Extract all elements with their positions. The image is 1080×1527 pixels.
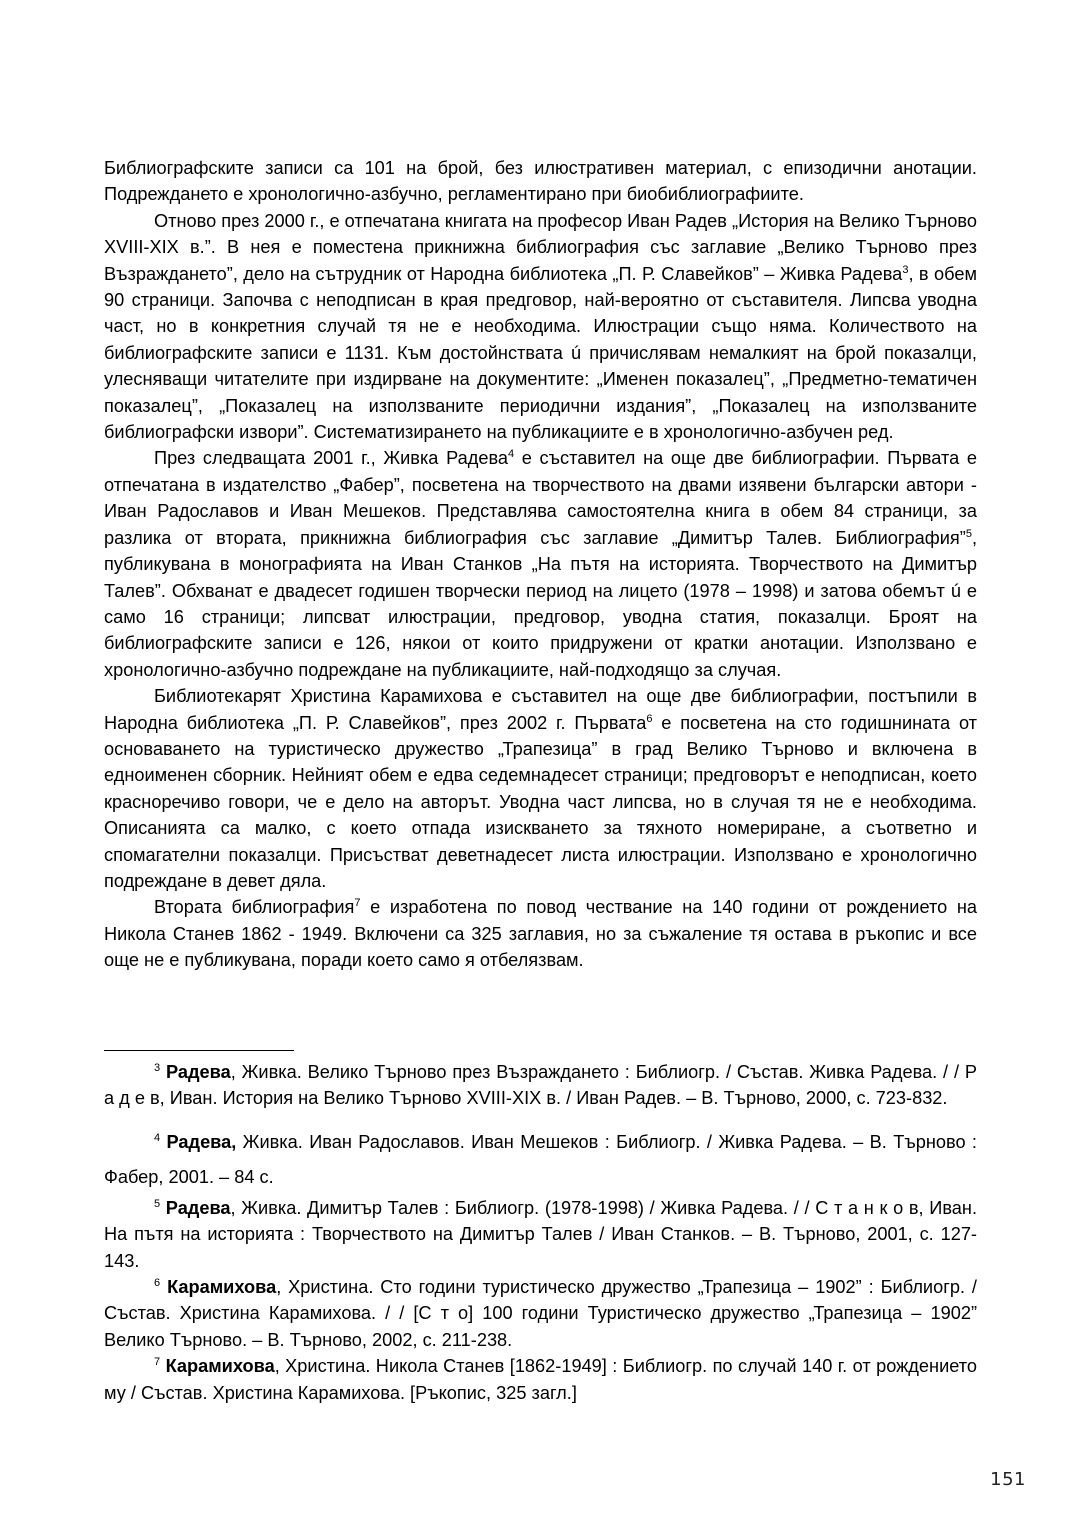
footnote-number: 6 [154, 1277, 161, 1290]
footnote-number: 5 [154, 1197, 161, 1210]
paragraph-2-text-b: , в обем 90 страници. Започва с неподписан в края предговор, най-вероятно от съставителя. Липсва уводна част, но в конкретния случай тя не е необходима. Илюстрации също няма. Количеството на библиографските записи е 1131. Към достойнствата ú причислявам немалкият на брой показалци, улесняващи читателите при издирване на документите: „Именен показалец”, „Предметно-тематичен показалец”, „Показалец на използваните периодични издания”, „Показалец на използваните библиографски извори”. Систематизирането на публикациите е в хронологично-азбучен ред. [104, 263, 977, 443]
footnote-number: 3 [154, 1062, 161, 1074]
footnote-text: , Живка. Велико Търново през Възраждането : Библиогр. / Състав. Живка Радева. / / Р а д е в, Иван. История на Велико Търново XVIII-XIX в. / Иван Радев. – В. Търново, 2000, с. 723-832. [104, 1062, 977, 1109]
footnote-number: 4 [154, 1131, 161, 1144]
footnote-number: 7 [154, 1356, 161, 1369]
footnote-ref-7[interactable]: 7 [354, 897, 361, 910]
footnote-ref-3[interactable]: 3 [902, 263, 909, 276]
footnote-author: Карамихова [167, 1277, 277, 1298]
paragraph-1: Библиографските записи са 101 на брой, без илюстративен материал, с епизодични анотации. Подреждането е хронологично-азбучно, регламентирано при биобиблиографиите. [104, 158, 977, 205]
footnote-ref-5[interactable]: 5 [965, 527, 972, 540]
paragraph-4-text-b: е посветена на сто годишнината от основаването на туристическо дружество „Трапезица” в град Велико Търново и включена в едноименен сборник. Нейният обем е едва седемнадесет страници; предговорът е неподписан, което красноречиво говори, че е дело на авторът. Уводна част липсва, но в случая тя не е необходима. Описанията са малко, с което отпада изискването за тяхното номериране, а съответно и спомагателни показалци. Присъстват деветнадесет листа илюстрации. Използвано е хронологично подреждане в девет дяла. [104, 712, 977, 891]
footnote-4 [104, 1125, 977, 1195]
paragraph-2 [104, 208, 977, 446]
footnote-author: Карамихова [165, 1356, 275, 1377]
paragraph-3-text-b: е съставител на още две библиографии. Първата е отпечатана в издателство „Фабер”, посветена на творчеството на двами изявени български автори - Иван Радославов и Иван Мешеков. Представлява самостоятелна книга в обем 84 страници, за разлика от втората, прикнижна библиография със заглавие „Димитър Талев. Библиография” [104, 448, 977, 548]
footnote-author: Радева [165, 1062, 231, 1082]
paragraph-4 [104, 683, 977, 894]
footnote-separator [104, 1050, 294, 1051]
paragraph-5-text-b: е изработена по повод чествание на 140 години от рождението на Никола Станев 1862 - 1949. Включени са 325 заглавия, но за съжаление тя остава в ръкопис и все още не е публикувана, поради което само я отбелязвам. [104, 897, 977, 971]
footnote-6 [104, 1274, 977, 1353]
footnote-text: , Живка. Димитър Талев : Библиогр. (1978-1998) / Живка Радева. / / С т а н к о в, Иван. На пътя на историята : Творчеството на Димитър Талев / Иван Станков. – В. Търново, 2001, с. 127-143. [104, 1197, 977, 1271]
footnote-ref-4[interactable]: 4 [508, 448, 515, 461]
page-number: 151 [990, 1469, 1026, 1490]
footnote-3 [104, 1059, 977, 1112]
footnote-text: , Христина. Никола Станев [1862-1949] : Библиогр. по случай 140 г. от рождението му / Състав. Христина Карамихова. [Ръкопис, 325 загл.] [104, 1356, 977, 1403]
footnote-text: Живка. Иван Радославов. Иван Мешеков : Библиогр. / Живка Радева. – В. Търново : Фабер, 2001. – 84 с. [104, 1131, 977, 1187]
paragraph-3 [104, 445, 977, 683]
footnotes [104, 1059, 977, 1406]
paragraph-2-text-a: Отново през 2000 г., е отпечатана книгата на професор Иван Радев „История на Велико Търново XVIII-XIX в.”. В нея е поместена прикнижна библиография със заглавие „Велико Търново през Възраждането”, дело на сътрудник от Народна библиотека „П. Р. Славейков” – Живка Радева [104, 210, 977, 284]
paragraph-3-text-c: , публикувана в монографията на Иван Станков „На пътя на историята. Творчеството на Димитър Талев”. Обхванат е двадесет годишен творчески период на лицето (1978 – 1998) и затова обемът ú е само 16 страници; липсват илюстрации, предговор, уводна статия, показалци. Броят на библиографските записи е 126, някои от които придружени от кратки анотации. Използвано е хронологично-азбучно подреждане на публикациите, най-подходящо за случая. [104, 527, 977, 680]
footnote-author: Радева, [166, 1131, 237, 1152]
footnote-text: , Христина. Сто години туристическо дружество „Трапезица – 1902” : Библиогр. / Състав. Христина Карамихова. / / [С т о] 100 години Туристическо дружество „Трапезица – 1902” Велико Търново. – В. Търново, 2002, с. 211-238. [104, 1277, 977, 1350]
paragraph-3-text-a: През следващата 2001 г., Живка Радева [154, 448, 509, 469]
paragraph-4-text-a: Библиотекарят Христина Карамихова е съставител на още две библиографии, постъпили в Народна библиотека „П. Р. Славейков”, през 2002 г. Първата [104, 686, 977, 733]
footnote-7 [104, 1353, 977, 1406]
footnote-author: Радева [165, 1197, 231, 1218]
footnote-ref-6[interactable]: 6 [646, 712, 653, 725]
paragraph-5 [104, 894, 977, 973]
main-text [104, 155, 977, 974]
paragraph-5-text-a: Втората библиография [154, 897, 355, 918]
footnote-5 [104, 1195, 977, 1274]
